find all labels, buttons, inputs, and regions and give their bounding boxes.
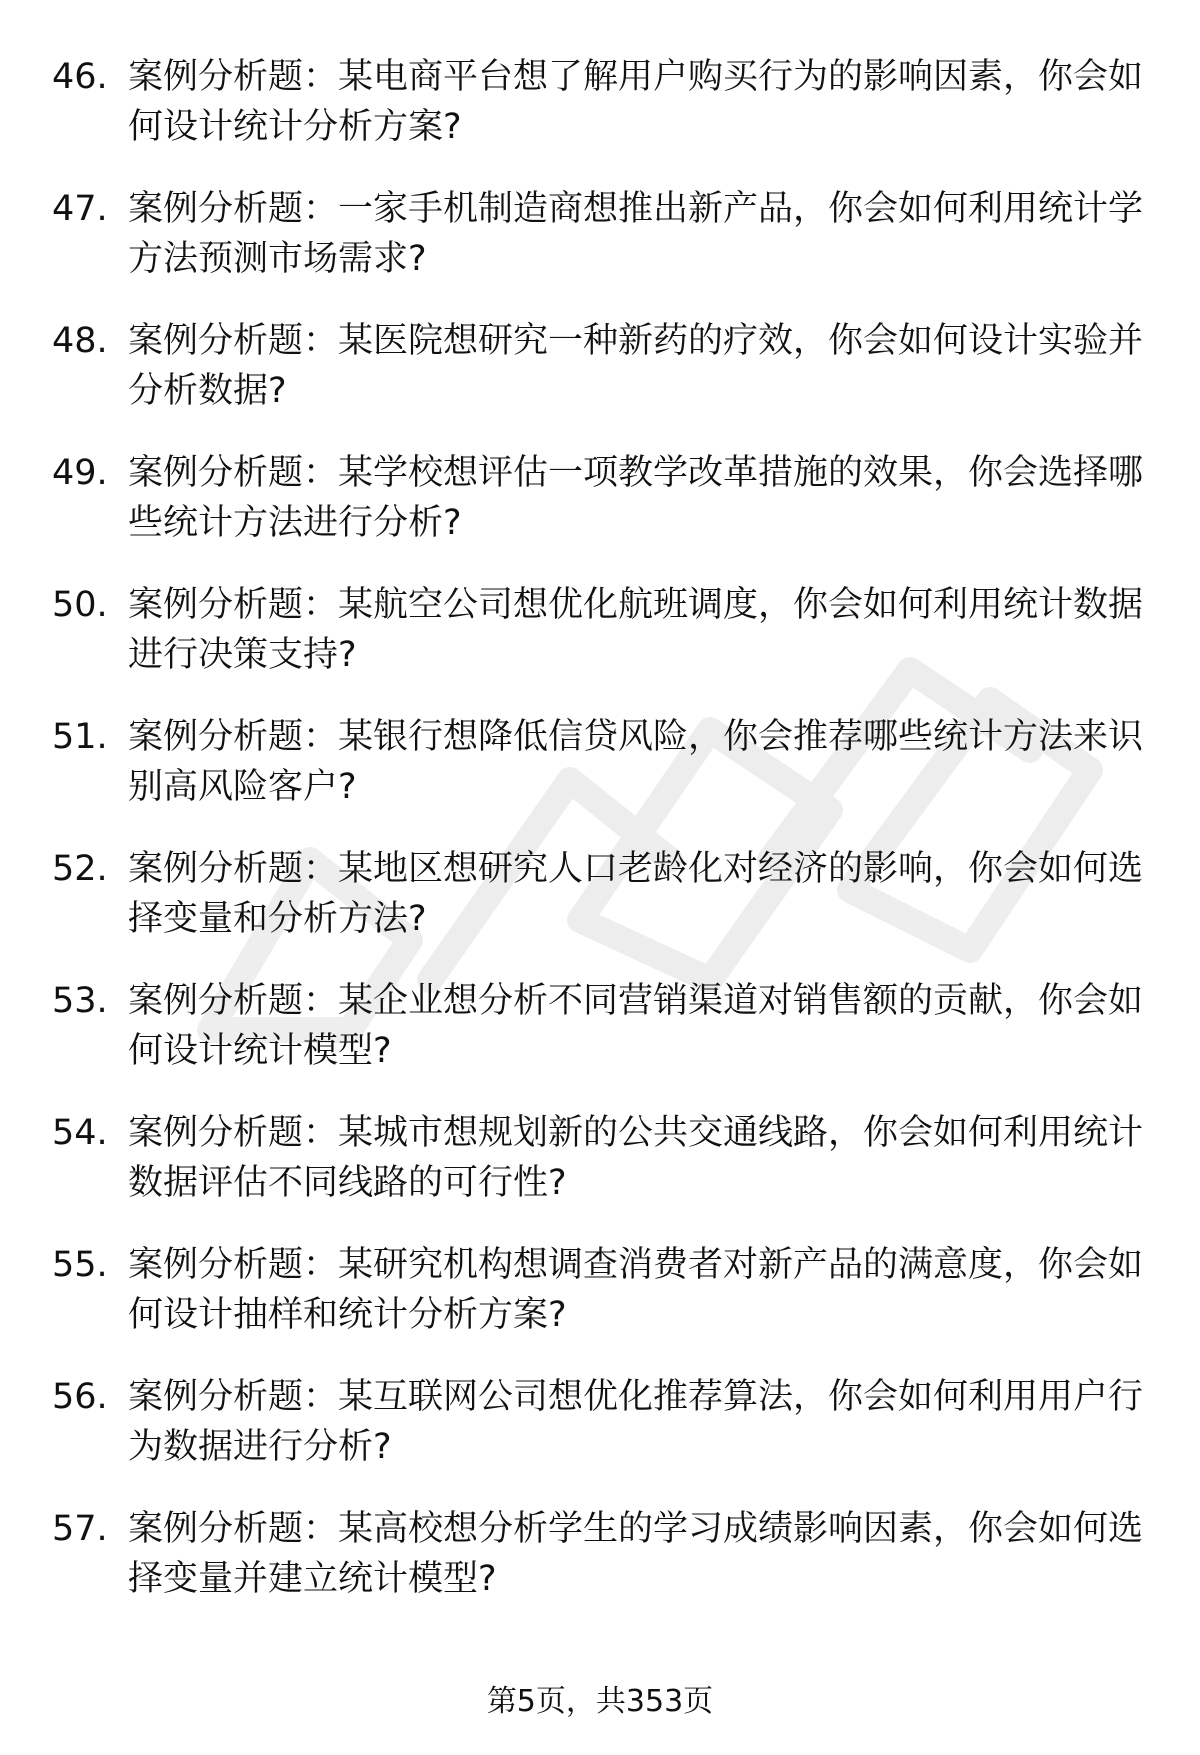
page-number-footer: 第5页，共353页 bbox=[486, 1684, 714, 1719]
question-number: 49. bbox=[52, 453, 108, 493]
question-text: 案例分析题：某医院想研究一种新药的疗效，你会如何设计实验并分析数据? bbox=[128, 321, 1144, 411]
question-item bbox=[48, 184, 1158, 316]
question-list bbox=[48, 52, 1158, 1636]
question-item bbox=[48, 976, 1158, 1108]
question-item bbox=[48, 1372, 1158, 1504]
question-number: 56. bbox=[52, 1377, 108, 1417]
question-item bbox=[48, 448, 1158, 580]
question-item bbox=[48, 712, 1158, 844]
question-text: 案例分析题：某企业想分析不同营销渠道对销售额的贡献，你会如何设计统计模型? bbox=[128, 981, 1144, 1071]
question-text: 案例分析题：某研究机构想调查消费者对新产品的满意度，你会如何设计抽样和统计分析方案? bbox=[128, 1245, 1144, 1335]
question-number: 54. bbox=[52, 1113, 108, 1153]
question-number: 51. bbox=[52, 717, 108, 757]
question-item bbox=[48, 316, 1158, 448]
question-number: 52. bbox=[52, 849, 108, 889]
question-number: 57. bbox=[52, 1509, 108, 1549]
question-text: 案例分析题：某城市想规划新的公共交通线路，你会如何利用统计数据评估不同线路的可行性? bbox=[128, 1113, 1144, 1203]
question-number: 46. bbox=[52, 57, 108, 97]
question-number: 55. bbox=[52, 1245, 108, 1285]
question-item bbox=[48, 844, 1158, 976]
question-number: 53. bbox=[52, 981, 108, 1021]
question-text: 案例分析题：某银行想降低信贷风险，你会推荐哪些统计方法来识别高风险客户? bbox=[128, 717, 1144, 807]
question-text: 案例分析题：一家手机制造商想推出新产品，你会如何利用统计学方法预测市场需求? bbox=[128, 189, 1144, 279]
question-text: 案例分析题：某互联网公司想优化推荐算法，你会如何利用用户行为数据进行分析? bbox=[128, 1377, 1144, 1467]
question-number: 47. bbox=[52, 189, 108, 229]
question-item bbox=[48, 1504, 1158, 1636]
question-item bbox=[48, 1240, 1158, 1372]
question-text: 案例分析题：某高校想分析学生的学习成绩影响因素，你会如何选择变量并建立统计模型? bbox=[128, 1509, 1144, 1599]
question-text: 案例分析题：某电商平台想了解用户购买行为的影响因素，你会如何设计统计分析方案? bbox=[128, 57, 1144, 147]
question-item bbox=[48, 52, 1158, 184]
question-number: 50. bbox=[52, 585, 108, 625]
question-text: 案例分析题：某航空公司想优化航班调度，你会如何利用统计数据进行决策支持? bbox=[128, 585, 1144, 675]
question-text: 案例分析题：某学校想评估一项教学改革措施的效果，你会选择哪些统计方法进行分析? bbox=[128, 453, 1144, 543]
question-item bbox=[48, 1108, 1158, 1240]
question-text: 案例分析题：某地区想研究人口老龄化对经济的影响，你会如何选择变量和分析方法? bbox=[128, 849, 1144, 939]
question-item bbox=[48, 580, 1158, 712]
question-number: 48. bbox=[52, 321, 108, 361]
